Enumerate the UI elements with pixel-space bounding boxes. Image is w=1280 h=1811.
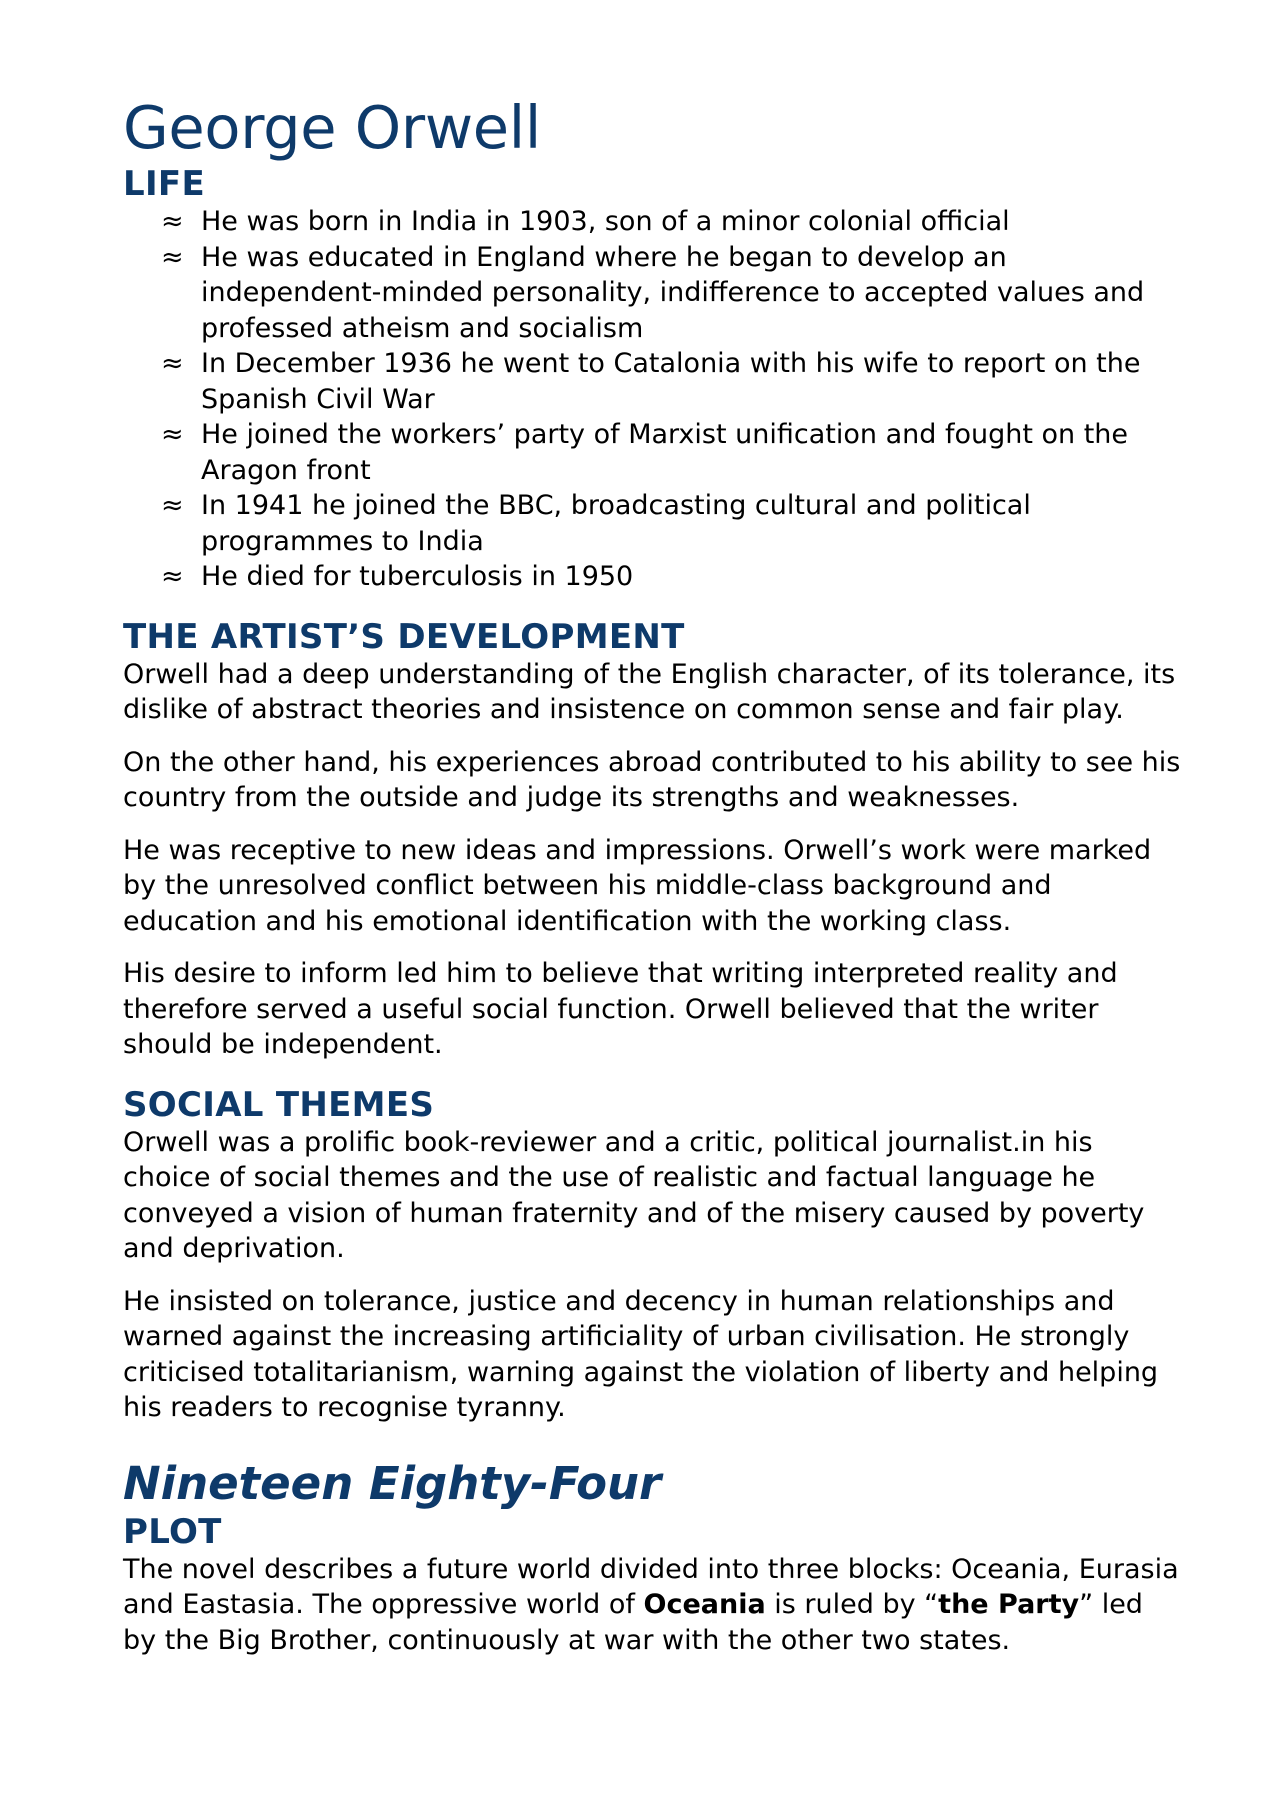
artist-heading: THE ARTIST’S DEVELOPMENT: [123, 616, 685, 657]
artist-paragraph-3: He was receptive to new ideas and impressions. Orwell’s work were marked by the unresolved conflict between his middle-class background and education and his emotional identification with the working class.: [123, 834, 1152, 937]
approx-bullet-icon: ≈: [161, 206, 184, 237]
artist-paragraph-1: Orwell had a deep understanding of the English character, of its tolerance, its dislike of abstract theories and insistence on common sense and fair play.: [123, 658, 1176, 725]
list-item: [161, 346, 1183, 417]
plot-text-2: is ruled by “: [765, 1589, 939, 1620]
plot-heading: PLOT: [123, 1511, 222, 1552]
approx-bullet-icon: ≈: [161, 561, 184, 592]
list-item: [161, 204, 1183, 240]
social-heading: SOCIAL THEMES: [123, 1084, 435, 1125]
list-item-text: He joined the workers’ party of Marxist unification and fought on the Aragon front: [201, 419, 1129, 486]
approx-bullet-icon: ≈: [161, 241, 184, 273]
artist-paragraph-2: On the other hand, his experiences abroad contributed to his ability to see his country from the outside and judge its strengths and weaknesses.: [123, 746, 1181, 813]
list-item-text: In December 1936 he went to Catalonia with his wife to report on the Spanish Civil War: [201, 348, 1141, 415]
social-paragraph-2: He insisted on tolerance, justice and decency in human relationships and warned against the increasing artificiality of urban civilisation. He strongly criticised totalitarianism, warning against the violation of liberty and helping his readers to recognise tyranny.: [123, 1285, 1159, 1423]
list-item: [161, 417, 1183, 488]
list-item-text: He died for tuberculosis in 1950: [201, 561, 634, 592]
approx-bullet-icon: ≈: [161, 348, 184, 379]
plot-paragraph: [123, 1552, 1183, 1659]
page-title: George Orwell: [123, 93, 541, 162]
life-heading: LIFE: [123, 164, 205, 204]
plot-text-3: ” led by the Big Brother, continuously at war with the other two states.: [123, 1589, 1143, 1656]
list-item-text: In 1941 he joined the BBC, broadcasting cultural and political programmes to India: [201, 490, 1031, 557]
list-item: [161, 488, 1183, 559]
list-item: [161, 240, 1183, 347]
approx-bullet-icon: ≈: [161, 490, 184, 521]
list-item: [161, 559, 1183, 595]
list-item-text: He was educated in England where he began to develop an independent-minded personality, indifference to accepted values and professed atheism and socialism: [201, 241, 1145, 344]
document-page: [123, 92, 1183, 1658]
novel-title: Nineteen Eighty-Four: [123, 1456, 662, 1510]
life-list: [123, 204, 1183, 595]
plot-bold-party: the Party: [938, 1589, 1080, 1620]
artist-paragraph-4: His desire to inform led him to believe that writing interpreted reality and therefore served a useful social function. Orwell believed that the writer should be independent.: [123, 958, 1118, 1060]
plot-bold-oceania: Oceania: [643, 1589, 766, 1620]
approx-bullet-icon: ≈: [161, 419, 184, 450]
plot-text-1: The novel describes a future world divided into three blocks: Oceania, Eurasia and Eastasia. The oppressive world of: [123, 1553, 1179, 1620]
list-item-text: He was born in India in 1903, son of a minor colonial official: [201, 206, 1010, 237]
social-paragraph-1: Orwell was a prolific book-reviewer and a critic, political journalist.in his choice of social themes and the use of realistic and factual language he conveyed a vision of human fraternity and of the misery caused by poverty and deprivation.: [123, 1126, 1145, 1264]
